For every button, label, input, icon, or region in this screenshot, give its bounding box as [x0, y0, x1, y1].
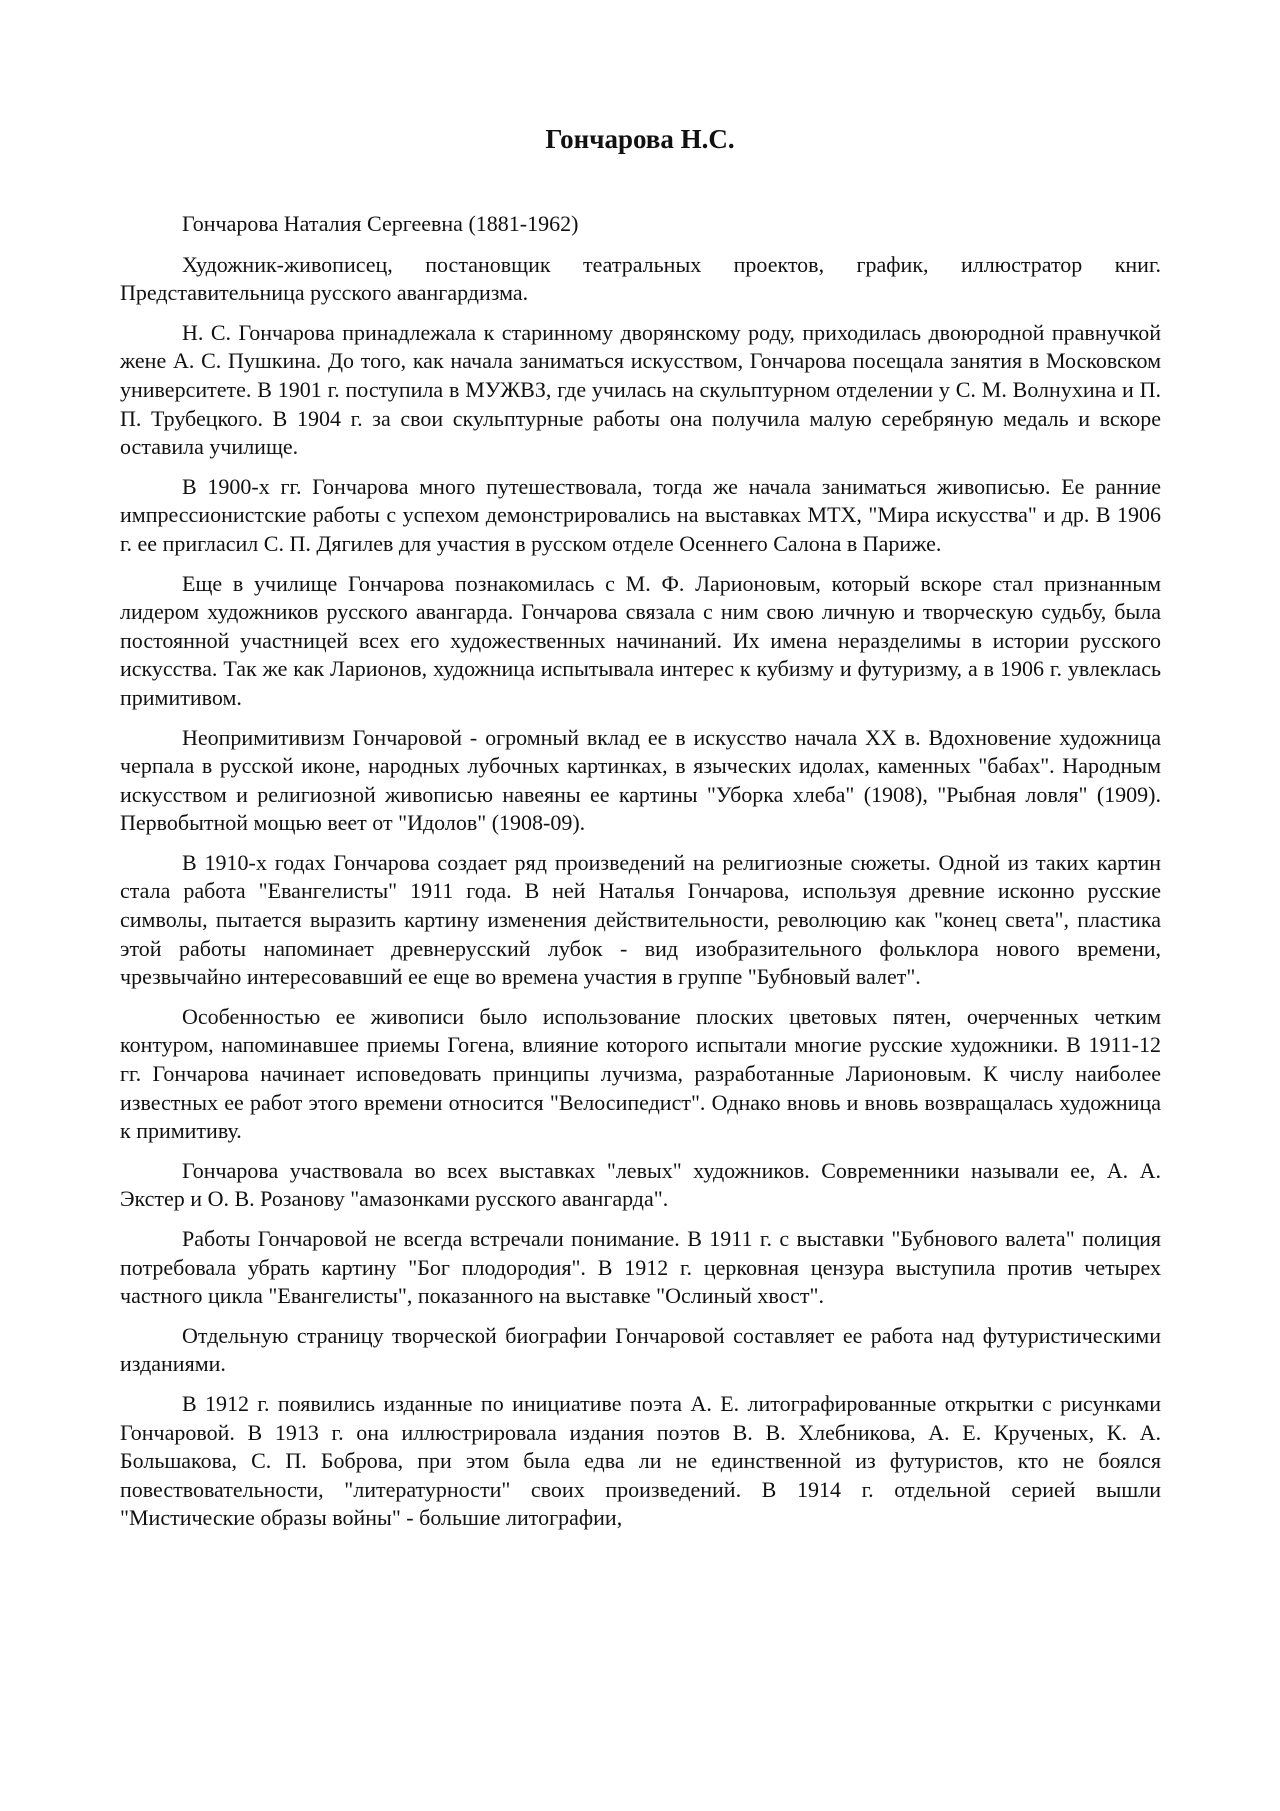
- paragraph-early-painting: В 1900-х гг. Гончарова много путешествовала, тогда же начала заниматься живописью. Ее ранние импрессионистские работы с успехом демонстрировались на выставках МТХ, "Мира искусства" и др. В 1906 г. ее пригласил С. П. Дягилев для участия в русском отделе Осеннего Салона в Париже.: [120, 473, 1161, 556]
- page-title: Гончарова Н.С.: [545, 124, 735, 154]
- paragraph-larionov: Еще в училище Гончарова познакомилась с М. Ф. Ларионовым, который вскоре стал признанным лидером художников русского авангарда. Гончарова связала с ним свою личную и творческую судьбу, была постоянной участницей всех его художественных начинаний. Их имена неразделимы в истории русского искусства. Так же как Ларионов, художница испытывала интерес к кубизму и футуризму, а в 1906 г. увлеклась примитивом.: [120, 570, 1161, 710]
- document-body: [120, 210, 1161, 1544]
- paragraph-exhibitions: Гончарова участвовала во всех выставках "левых" художников. Современники называли ее, А. А. Экстер и О. В. Розанову "амазонками русского авангарда".: [120, 1157, 1161, 1212]
- paragraph-futurist-editions: Отдельную страницу творческой биографии Гончаровой составляет ее работа над футуристическими изданиями.: [120, 1322, 1161, 1377]
- paragraph-rayonism: Особенностью ее живописи было использование плоских цветовых пятен, очерченных четким контуром, напоминавшее приемы Гогена, влияние которого испытали многие русские художники. В 1911-12 гг. Гончарова начинает исповедовать принципы лучизма, разработанные Ларионовым. К числу наиболее известных ее работ этого времени относится "Велосипедист". Однако вновь и вновь возвращалась художница к примитиву.: [120, 1003, 1161, 1144]
- paragraph-neoprimitivism: Неопримитивизм Гончаровой - огромный вклад ее в искусство начала XX в. Вдохновение художница черпала в русской иконе, народных лубочных картинках, в языческих идолах, каменных "бабах". Народным искусством и религиозной живописью навеяны ее картины "Уборка хлеба" (1908), "Рыбная ловля" (1909). Первобытной мощью веет от "Идолов" (1908-09).: [120, 724, 1161, 836]
- paragraph-censorship: Работы Гончаровой не всегда встречали понимание. В 1911 г. с выставки "Бубнового валета" полиция потребовала убрать картину "Бог плодородия". В 1912 г. церковная цензура выступила против четырех частного цикла "Евангелисты", показанного на выставке "Ослиный хвост".: [120, 1226, 1161, 1309]
- paragraph-religious-works: В 1910-х годах Гончарова создает ряд произведений на религиозные сюжеты. Одной из таких картин стала работа "Евангелисты" 1911 года. В ней Наталья Гончарова, используя древние исконно русские символы, пытается выразить картину изменения действительности, революцию как "конец света", пластика этой работы напоминает древнерусский лубок - вид изобразительного фольклора нового времени, чрезвычайно интересовавший ее еще во времена участия в группе "Бубновый валет".: [120, 849, 1161, 990]
- paragraph-illustrations: В 1912 г. появились изданные по инициативе поэта А. Е. литографированные открытки с рисунками Гончаровой. В 1913 г. она иллюстрировала издания поэтов В. В. Хлебникова, А. Е. Крученых, К. А. Большакова, С. П. Боброва, при этом была едва ли не единственной из футуристов, кто не боялся повествовательности, "литературности" своих произведений. В 1914 г. отдельной серией вышли "Мистические образы войны" - большие литографии,: [120, 1390, 1161, 1531]
- paragraph-author-name: Гончарова Наталия Сергеевна (1881-1962): [182, 211, 579, 236]
- paragraph-origin-education: Н. С. Гончарова принадлежала к старинному дворянскому роду, приходилась двоюродной правнучкой жене А. С. Пушкина. До того, как начала заниматься искусством, Гончарова посещала занятия в Московском университете. В 1901 г. поступила в МУЖВЗ, где училась на скульптурном отделении у С. М. Волнухина и П. П. Трубецкого. В 1904 г. за свои скульптурные работы она получила малую серебряную медаль и вскоре оставила училище.: [120, 319, 1161, 460]
- paragraph-occupation: Художник-живописец, постановщик театральных проектов, график, иллюстратор книг. Представительница русского авангардизма.: [120, 251, 1161, 306]
